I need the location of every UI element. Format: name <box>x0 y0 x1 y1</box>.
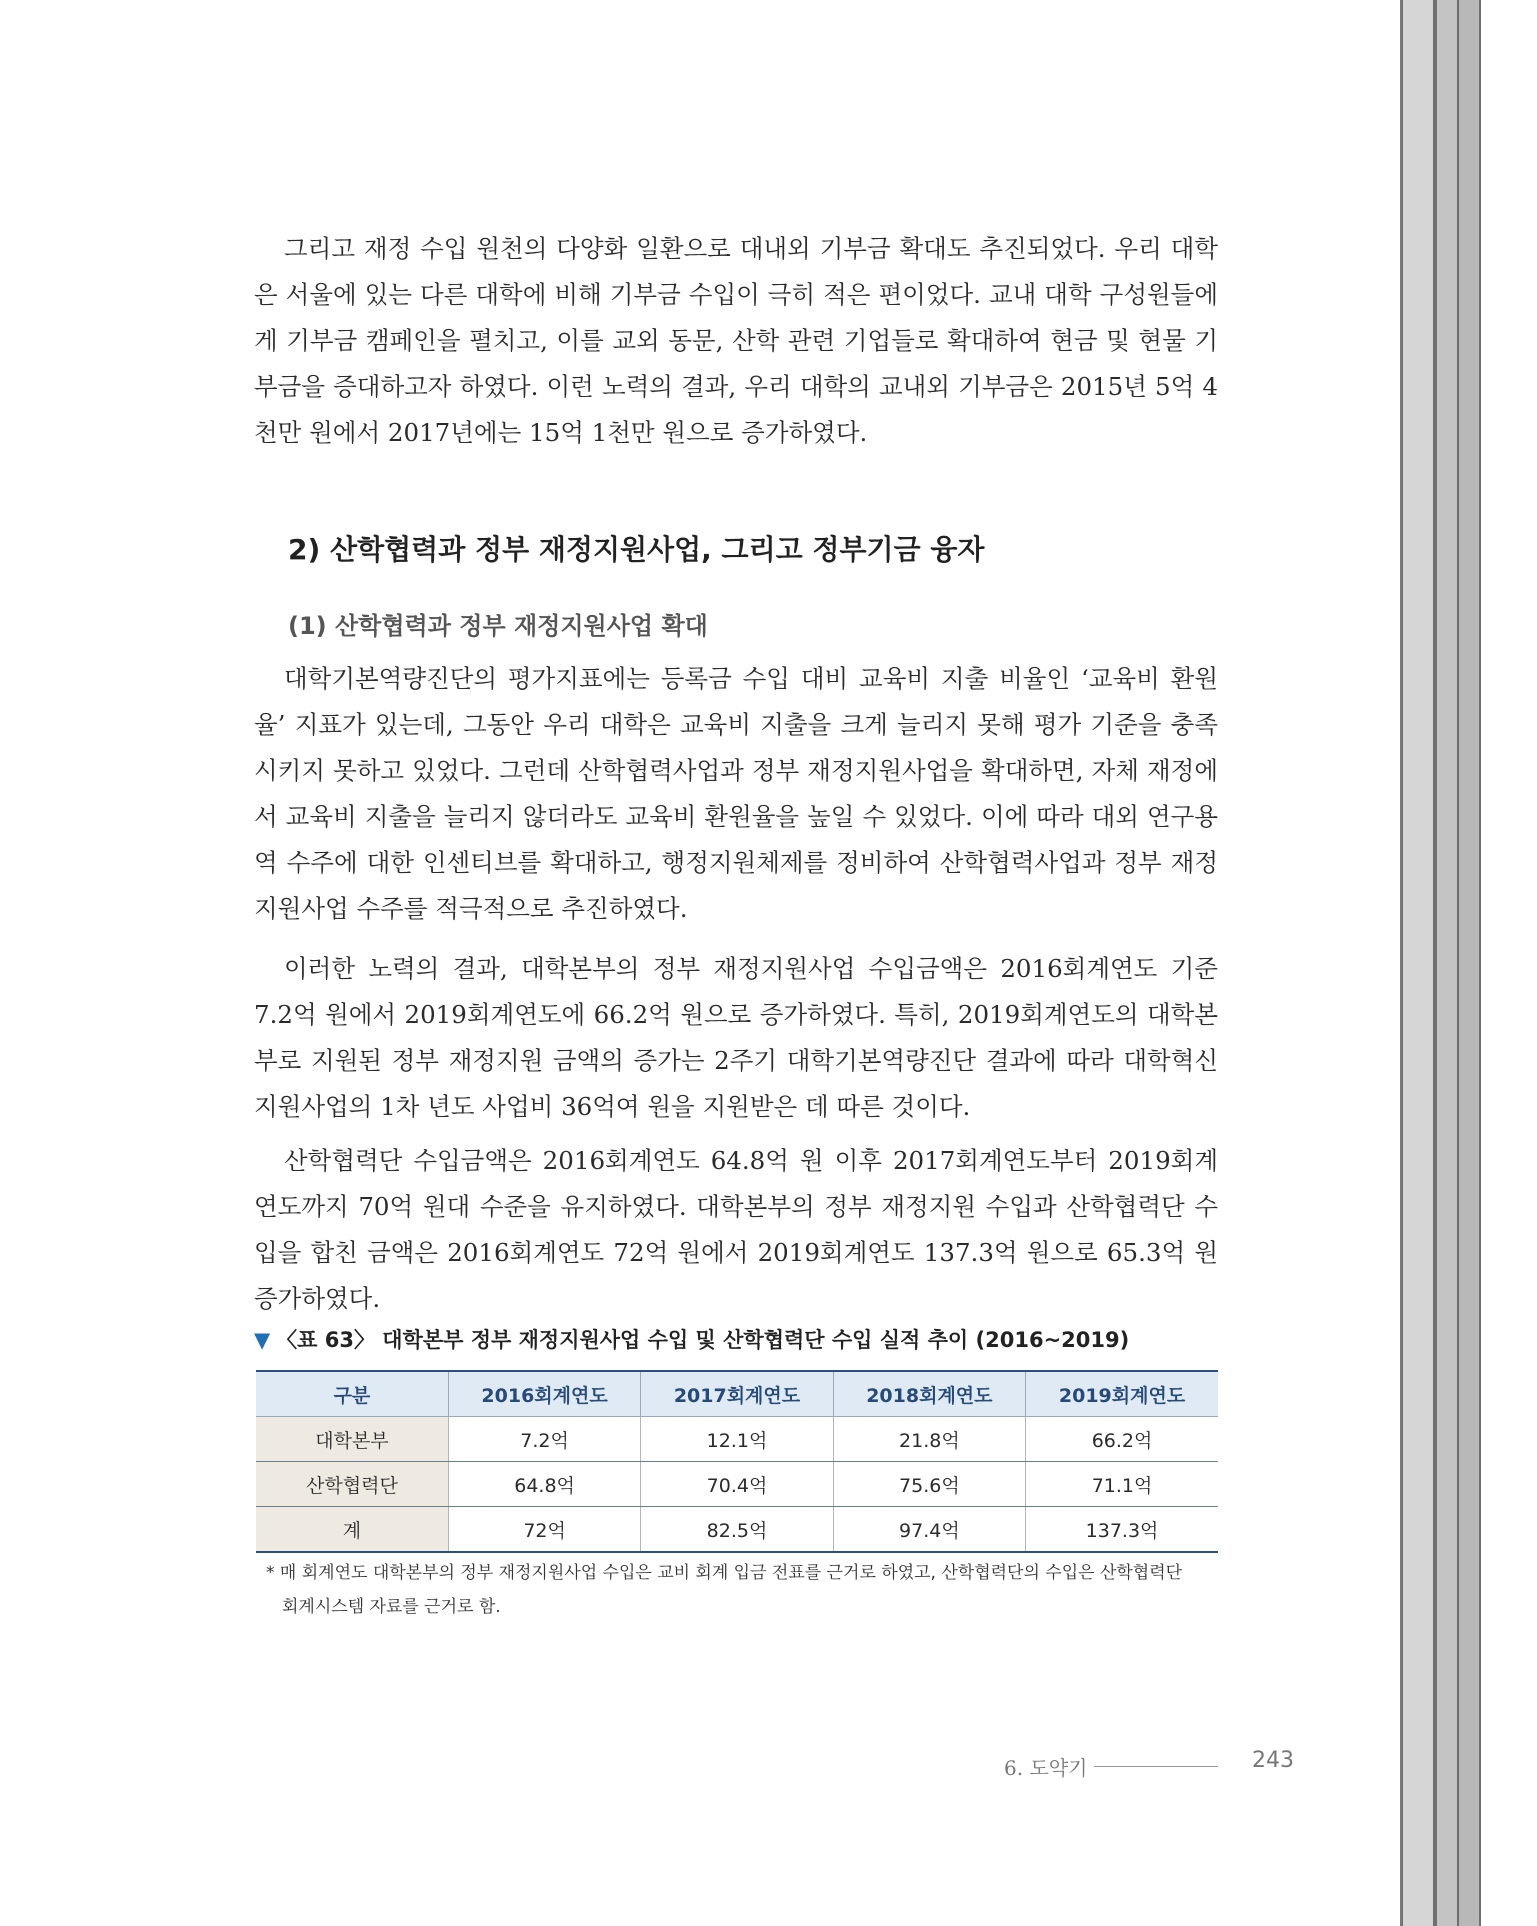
page-stack-edge <box>1395 0 1537 1926</box>
table-header-row <box>256 1371 1218 1417</box>
table-header-cell: 구분 <box>256 1371 448 1417</box>
table-cell: 7.2억 <box>448 1417 640 1462</box>
footer-divider <box>1094 1766 1218 1767</box>
table-cell: 82.5억 <box>641 1507 833 1553</box>
paragraph-donations: 그리고 재정 수입 원천의 다양화 일환으로 대내외 기부금 확대도 추진되었다. 우리 대학은 서울에 있는 다른 대학에 비해 기부금 수입이 극히 적은 편이었다. 교내 대학 구성원들에게 기부금 캠페인을 펼치고, 이를 교외 동문, 산학 관련 기업들로 확대하여 현금 및 현물 기부금을 증대하고자 하였다. 이런 노력의 결과, 우리 대학의 교내외 기부금은 2015년 5억 4천만 원에서 2017년에는 15억 1천만 원으로 증가하였다. <box>254 234 1218 447</box>
table-cell: 66.2억 <box>1026 1417 1218 1462</box>
table-header-cell: 2019회계연도 <box>1026 1371 1218 1417</box>
section-heading: 2) 산학협력과 정부 재정지원사업, 그리고 정부기금 융자 <box>288 533 985 566</box>
table-cell: 12.1억 <box>641 1417 833 1462</box>
footnote-line: * 매 회계연도 대학본부의 정부 재정지원사업 수입은 교비 회계 입금 전표를 근거로 하였고, 산학협력단의 수입은 산학협력단 <box>266 1563 1183 1583</box>
subsection-heading: (1) 산학협력과 정부 재정지원사업 확대 <box>288 612 708 640</box>
table-cell: 75.6억 <box>833 1462 1025 1507</box>
triangle-down-icon: ▼ <box>254 1328 271 1352</box>
footnote-line: 회계시스템 자료를 근거로 함. <box>282 1597 501 1617</box>
table-row <box>256 1507 1218 1553</box>
table-row <box>256 1462 1218 1507</box>
table-cell: 21.8억 <box>833 1417 1025 1462</box>
table-caption-text: 〈표 63〉 대학본부 정부 재정지원사업 수입 및 산학협력단 수입 실적 추이 (2016~2019) <box>276 1328 1130 1352</box>
income-table <box>256 1370 1218 1553</box>
table-cell: 97.4억 <box>833 1507 1025 1553</box>
table-cell: 72억 <box>448 1507 640 1553</box>
table-caption <box>254 1324 1129 1354</box>
table-footnote <box>266 1556 1226 1624</box>
table-header-cell: 2017회계연도 <box>641 1371 833 1417</box>
table-row-label: 대학본부 <box>256 1417 448 1462</box>
page-number: 243 <box>1252 1748 1294 1773</box>
table-cell: 137.3억 <box>1026 1507 1218 1553</box>
paragraph-gov-funding: 이러한 노력의 결과, 대학본부의 정부 재정지원사업 수입금액은 2016회계연도 기준 7.2억 원에서 2019회계연도에 66.2억 원으로 증가하였다. 특히, 2019회계연도의 대학본부로 지원된 정부 재정지원 금액의 증가는 2주기 대학기본역량진단 결과에 따라 대학혁신지원사업의 1차 년도 사업비 36억여 원을 지원받은 데 따른 것이다. <box>254 954 1218 1121</box>
paragraph-education-ratio: 대학기본역량진단의 평가지표에는 등록금 수입 대비 교육비 지출 비율인 ‘교육비 환원율’ 지표가 있는데, 그동안 우리 대학은 교육비 지출을 크게 늘리지 못해 평가 기준을 충족시키지 못하고 있었다. 그런데 산학협력사업과 정부 재정지원사업을 확대하면, 자체 재정에서 교육비 지출을 늘리지 않더라도 교육비 환원율을 높일 수 있었다. 이에 따라 대외 연구용역 수주에 대한 인센티브를 확대하고, 행정지원체제를 정비하여 산학협력사업과 정부 재정지원사업 수주를 적극적으로 추진하였다. <box>254 664 1218 923</box>
table-row <box>256 1417 1218 1462</box>
table-cell: 70.4억 <box>641 1462 833 1507</box>
table-header-cell: 2018회계연도 <box>833 1371 1025 1417</box>
table-cell: 71.1억 <box>1026 1462 1218 1507</box>
table-row-label: 산학협력단 <box>256 1462 448 1507</box>
paragraph-industry-income: 산학협력단 수입금액은 2016회계연도 64.8억 원 이후 2017회계연도부터 2019회계연도까지 70억 원대 수준을 유지하였다. 대학본부의 정부 재정지원 수입과 산학협력단 수입을 합친 금액은 2016회계연도 72억 원에서 2019회계연도 137.3억 원으로 65.3억 원 증가하였다. <box>254 1146 1218 1313</box>
table-header-cell: 2016회계연도 <box>448 1371 640 1417</box>
table-row-label: 계 <box>256 1507 448 1553</box>
footer-chapter: 6. 도약기 <box>1004 1756 1088 1780</box>
table-cell: 64.8억 <box>448 1462 640 1507</box>
